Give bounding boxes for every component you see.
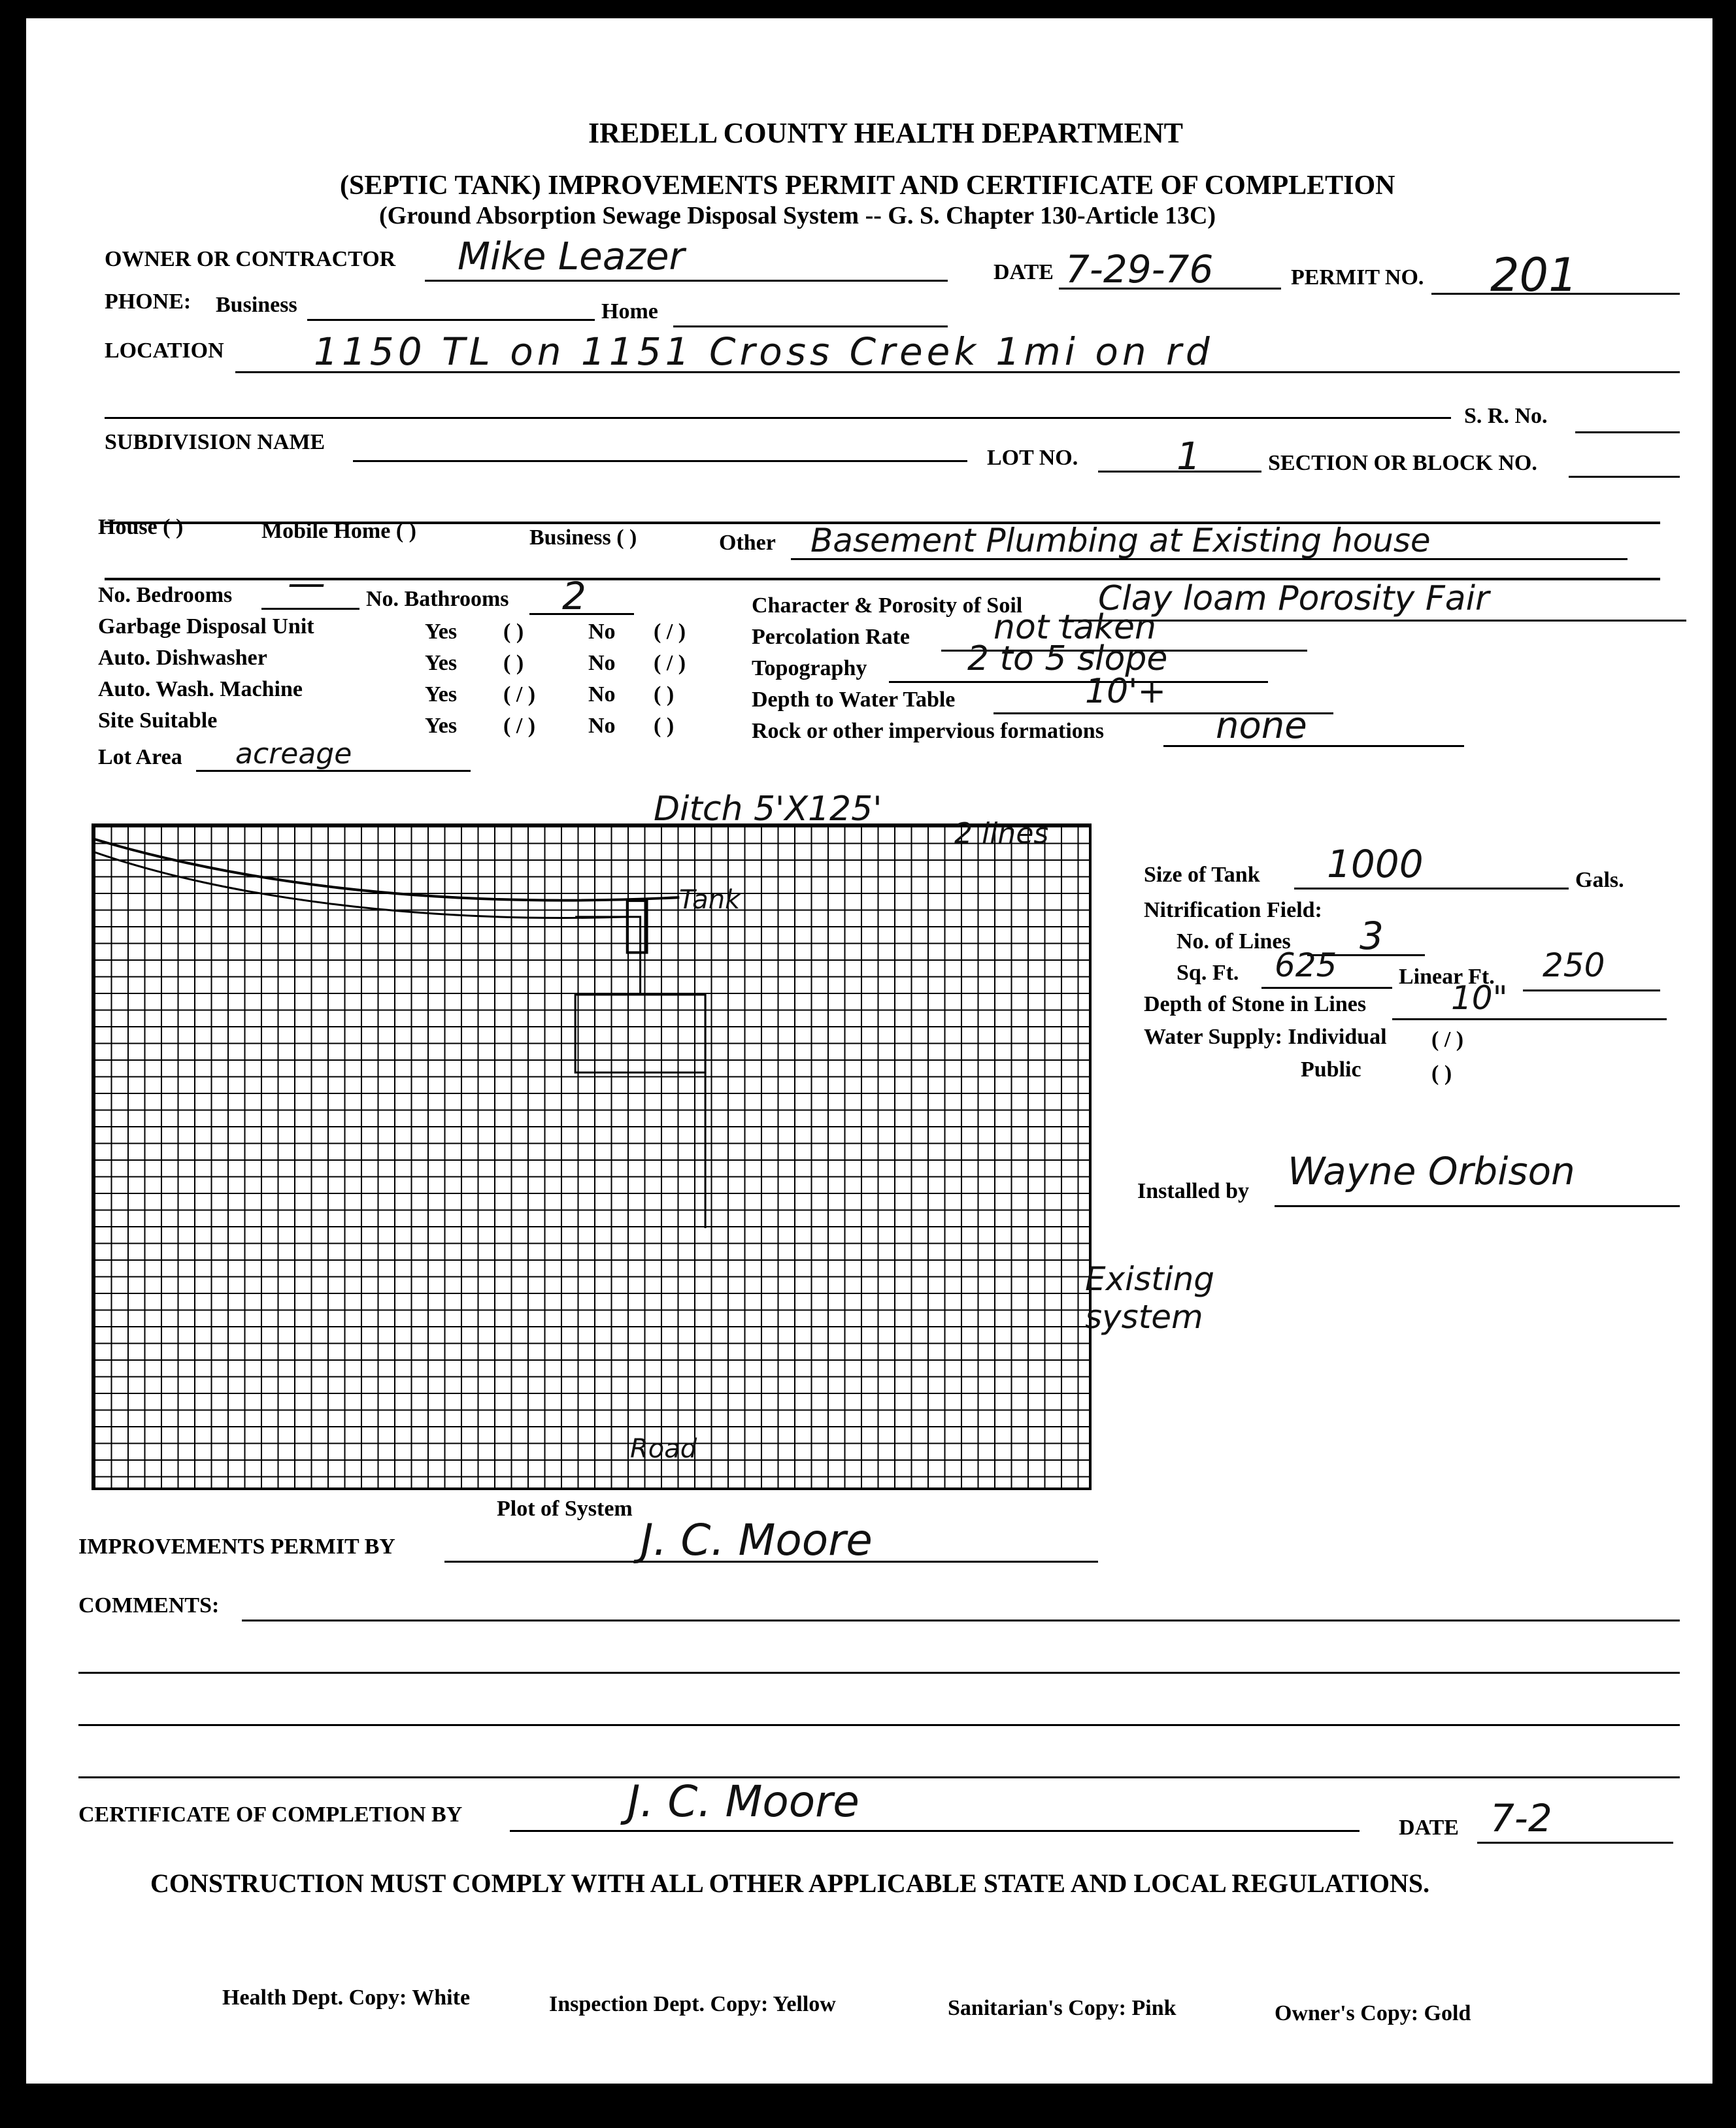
- rock-value: none: [1216, 705, 1307, 747]
- lot-label: LOT NO.: [987, 446, 1078, 470]
- bedrooms-label: No. Bedrooms: [98, 583, 233, 607]
- soil-value: Clay loam Porosity Fair: [1098, 579, 1490, 618]
- subdivision-label: SUBDIVISION NAME: [105, 430, 326, 454]
- yes-checkbox: ( / ): [503, 682, 536, 707]
- installed-by-label: Installed by: [1137, 1179, 1249, 1203]
- bathrooms-value: 2: [562, 574, 586, 618]
- existing-system-note: Existing system: [1085, 1260, 1215, 1336]
- type-other-label: Other: [719, 531, 776, 555]
- lot-area-label: Lot Area: [98, 745, 182, 769]
- no-label: No: [588, 682, 616, 707]
- date-value: 7-29-76: [1065, 247, 1214, 291]
- permit-label: PERMIT NO.: [1291, 265, 1424, 290]
- yes-label: Yes: [425, 714, 458, 738]
- individual-checkbox: ( / ): [1431, 1027, 1464, 1052]
- section-label: SECTION OR BLOCK NO.: [1268, 451, 1537, 475]
- sqft-value: 625: [1275, 946, 1337, 984]
- ditch-note: Ditch 5'X125': [654, 790, 882, 829]
- linear-ft-label: Linear Ft.: [1399, 965, 1495, 989]
- tank-note: Tank: [679, 885, 741, 915]
- rock-label: Rock or other impervious formations: [752, 719, 1104, 743]
- no-label: No: [588, 620, 616, 644]
- completion-date-label: DATE: [1399, 1816, 1459, 1840]
- bedrooms-value: —: [288, 561, 326, 605]
- public-checkbox: ( ): [1431, 1061, 1452, 1086]
- comments-label: COMMENTS:: [78, 1593, 220, 1618]
- form-subtitle: (SEPTIC TANK) IMPROVEMENTS PERMIT AND CERTIFICATE OF COMPLETION: [340, 171, 1395, 201]
- permit-form: [26, 18, 1712, 2084]
- perc-value: not taken: [993, 608, 1157, 647]
- sqft-label: Sq. Ft.: [1177, 961, 1239, 985]
- lines-count-label: No. of Lines: [1177, 929, 1291, 954]
- completion-label: CERTIFICATE OF COMPLETION BY: [78, 1803, 463, 1827]
- washer-label: Auto. Wash. Machine: [98, 677, 303, 701]
- phone-label: PHONE:: [105, 290, 192, 314]
- no-label: No: [588, 651, 616, 675]
- location-label: LOCATION: [105, 339, 224, 363]
- no-checkbox: ( ): [654, 714, 675, 738]
- yes-label: Yes: [425, 682, 458, 707]
- copy-pink: Sanitarian's Copy: Pink: [948, 1996, 1177, 2020]
- type-mobile-home: Mobile Home ( ): [261, 519, 416, 543]
- no-checkbox: ( / ): [654, 620, 686, 644]
- completion-signature: J. C. Moore: [627, 1776, 860, 1827]
- plot-grid: [92, 823, 1092, 1490]
- type-house: House ( ): [98, 515, 184, 539]
- no-checkbox: ( / ): [654, 651, 686, 675]
- garbage-label: Garbage Disposal Unit: [98, 614, 314, 639]
- yes-label: Yes: [425, 651, 458, 675]
- yes-checkbox: ( ): [503, 651, 524, 675]
- bathrooms-label: No. Bathrooms: [366, 587, 509, 611]
- compliance-notice: CONSTRUCTION MUST COMPLY WITH ALL OTHER APPLICABLE STATE AND LOCAL REGULATIONS.: [150, 1869, 1430, 1898]
- topography-label: Topography: [752, 656, 867, 680]
- location-value: 1150 TL on 1151 Cross Creek 1mi on rd: [314, 329, 1214, 374]
- tank-size-label: Size of Tank: [1144, 863, 1260, 887]
- nitrification-label: Nitrification Field:: [1144, 898, 1322, 922]
- type-other-value: Basement Plumbing at Existing house: [810, 522, 1431, 559]
- topography-value: 2 to 5 slope: [967, 639, 1168, 678]
- date-label: DATE: [993, 260, 1054, 284]
- dishwasher-label: Auto. Dishwasher: [98, 646, 267, 670]
- owner-value: Mike Leazer: [458, 234, 685, 278]
- no-checkbox: ( ): [654, 682, 675, 707]
- type-business: Business ( ): [529, 525, 637, 550]
- tank-size-value: 1000: [1327, 842, 1424, 886]
- perc-label: Percolation Rate: [752, 625, 910, 649]
- copy-yellow: Inspection Dept. Copy: Yellow: [549, 1992, 836, 2016]
- yes-checkbox: ( / ): [503, 714, 536, 738]
- owner-label: OWNER OR CONTRACTOR: [105, 247, 396, 271]
- water-table-value: 10'+: [1085, 672, 1167, 711]
- completion-date-value: 7-2: [1490, 1796, 1552, 1840]
- permit-by-signature: J. C. Moore: [641, 1515, 873, 1565]
- yes-label: Yes: [425, 620, 458, 644]
- road-note: Road: [630, 1434, 697, 1464]
- installed-by-value: Wayne Orbison: [1288, 1149, 1575, 1193]
- lot-value: 1: [1177, 434, 1201, 478]
- site-suitable-label: Site Suitable: [98, 708, 218, 733]
- permit-by-label: IMPROVEMENTS PERMIT BY: [78, 1535, 395, 1559]
- lot-area-value: acreage: [235, 737, 352, 771]
- plot-caption: Plot of System: [497, 1497, 633, 1521]
- copy-gold: Owner's Copy: Gold: [1275, 2001, 1471, 2025]
- water-supply-label: Water Supply: Individual: [1144, 1025, 1387, 1049]
- gals-label: Gals.: [1575, 868, 1624, 892]
- stone-depth-label: Depth of Stone in Lines: [1144, 992, 1367, 1016]
- form-title: IREDELL COUNTY HEALTH DEPARTMENT: [588, 117, 1183, 149]
- form-subtitle-chapter: (Ground Absorption Sewage Disposal System -- G. S. Chapter 130-Article 13C): [379, 202, 1216, 229]
- lines-count-value: 3: [1360, 914, 1384, 958]
- copy-white: Health Dept. Copy: White: [222, 1986, 471, 2010]
- permit-value: 201: [1490, 248, 1578, 302]
- water-table-label: Depth to Water Table: [752, 688, 956, 712]
- lines-note: 2 lines: [954, 817, 1049, 850]
- linear-ft-value: 250: [1543, 946, 1605, 984]
- phone-business-label: Business: [216, 293, 297, 317]
- yes-checkbox: ( ): [503, 620, 524, 644]
- no-label: No: [588, 714, 616, 738]
- public-label: Public: [1301, 1057, 1361, 1082]
- stone-depth-value: 10": [1451, 979, 1508, 1017]
- phone-home-label: Home: [601, 299, 658, 324]
- sr-label: S. R. No.: [1464, 404, 1548, 428]
- soil-label: Character & Porosity of Soil: [752, 593, 1023, 618]
- plot-sketch: [94, 826, 1089, 1488]
